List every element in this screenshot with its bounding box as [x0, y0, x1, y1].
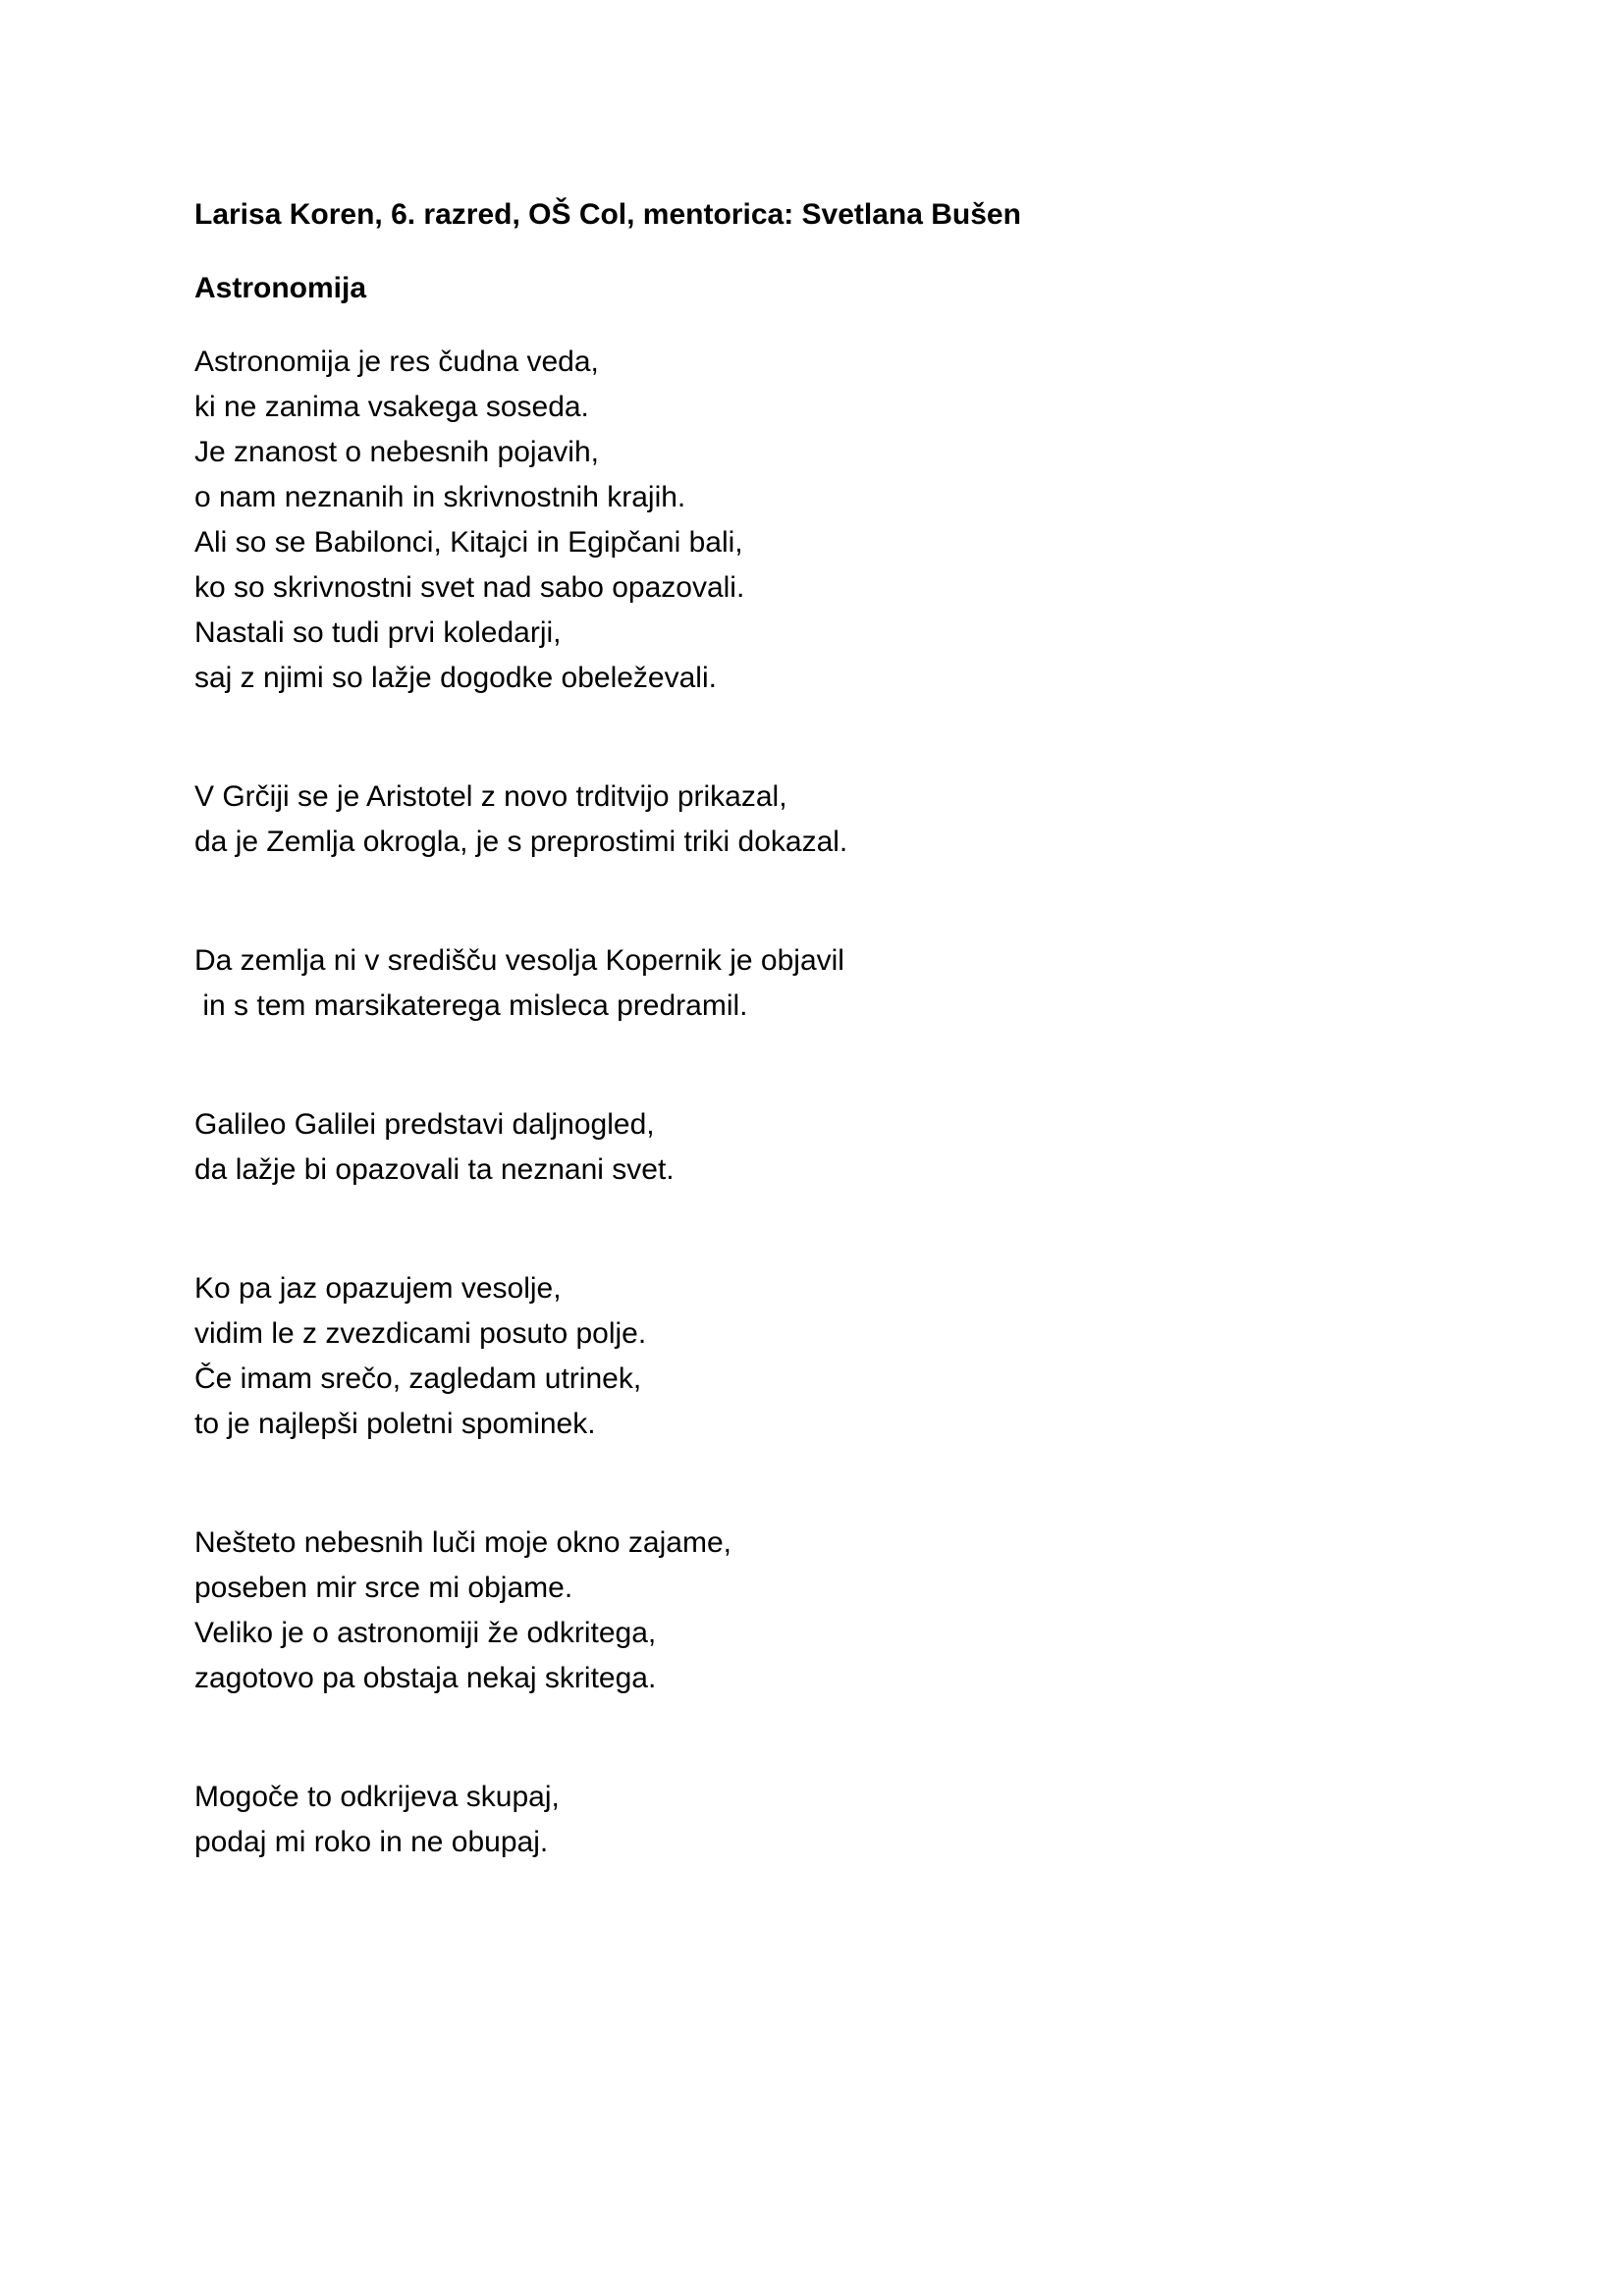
poem-line: o nam neznanih in skrivnostnih krajih.: [194, 481, 686, 513]
stanza: [194, 1521, 1432, 1701]
poem-content: [194, 192, 1432, 1865]
poem-line: podaj mi roko in ne obupaj.: [194, 1826, 549, 1858]
poem-line: Ko pa jaz opazujem vesolje,: [194, 1272, 562, 1305]
stanza: [194, 1775, 1432, 1865]
poem-line: da lažje bi opazovali ta neznani svet.: [194, 1153, 675, 1186]
stanza: [194, 1102, 1432, 1193]
poem-line: vidim le z zvezdicami posuto polje.: [194, 1317, 647, 1350]
poem-line: Če imam srečo, zagledam utrinek,: [194, 1362, 642, 1395]
poem-line: Je znanost o nebesnih pojavih,: [194, 436, 599, 468]
poem-line: ki ne zanima vsakega soseda.: [194, 391, 589, 423]
poem-line: Nešteto nebesnih luči moje okno zajame,: [194, 1526, 731, 1559]
author-line: Larisa Koren, 6. razred, OŠ Col, mentorica: Svetlana Bušen: [194, 198, 1021, 231]
poem-line: in s tem marsikaterega misleca predramil.: [194, 989, 748, 1022]
poem-line: V Grčiji se je Aristotel z novo trditvijo prikazal,: [194, 780, 787, 813]
stanza: [194, 774, 1432, 865]
poem-line: saj z njimi so lažje dogodke obeleževali.: [194, 662, 717, 694]
poem-line: Da zemlja ni v središču vesolja Kopernik je objavil: [194, 944, 844, 977]
poem-line: poseben mir srce mi objame.: [194, 1572, 573, 1604]
poem-line: Veliko je o astronomiji že odkritega,: [194, 1617, 657, 1649]
poem-line: Nastali so tudi prvi koledarji,: [194, 616, 562, 649]
poem-title: Astronomija: [194, 272, 367, 304]
poem-line: zagotovo pa obstaja nekaj skritega.: [194, 1662, 657, 1694]
poem-line: da je Zemlja okrogla, je s preprostimi triki dokazal.: [194, 826, 848, 858]
poem-line: Ali so se Babilonci, Kitajci in Egipčani bali,: [194, 526, 743, 559]
poem-line: ko so skrivnostni svet nad sabo opazovali.: [194, 571, 745, 604]
poem-line: Galileo Galilei predstavi daljnogled,: [194, 1108, 655, 1141]
stanza: [194, 938, 1432, 1029]
poem-line: Mogoče to odkrijeva skupaj,: [194, 1781, 560, 1813]
stanza: [194, 340, 1432, 701]
poem-line: to je najlepši poletni spominek.: [194, 1408, 596, 1440]
stanza: [194, 1266, 1432, 1447]
poem-line: Astronomija je res čudna veda,: [194, 346, 599, 378]
